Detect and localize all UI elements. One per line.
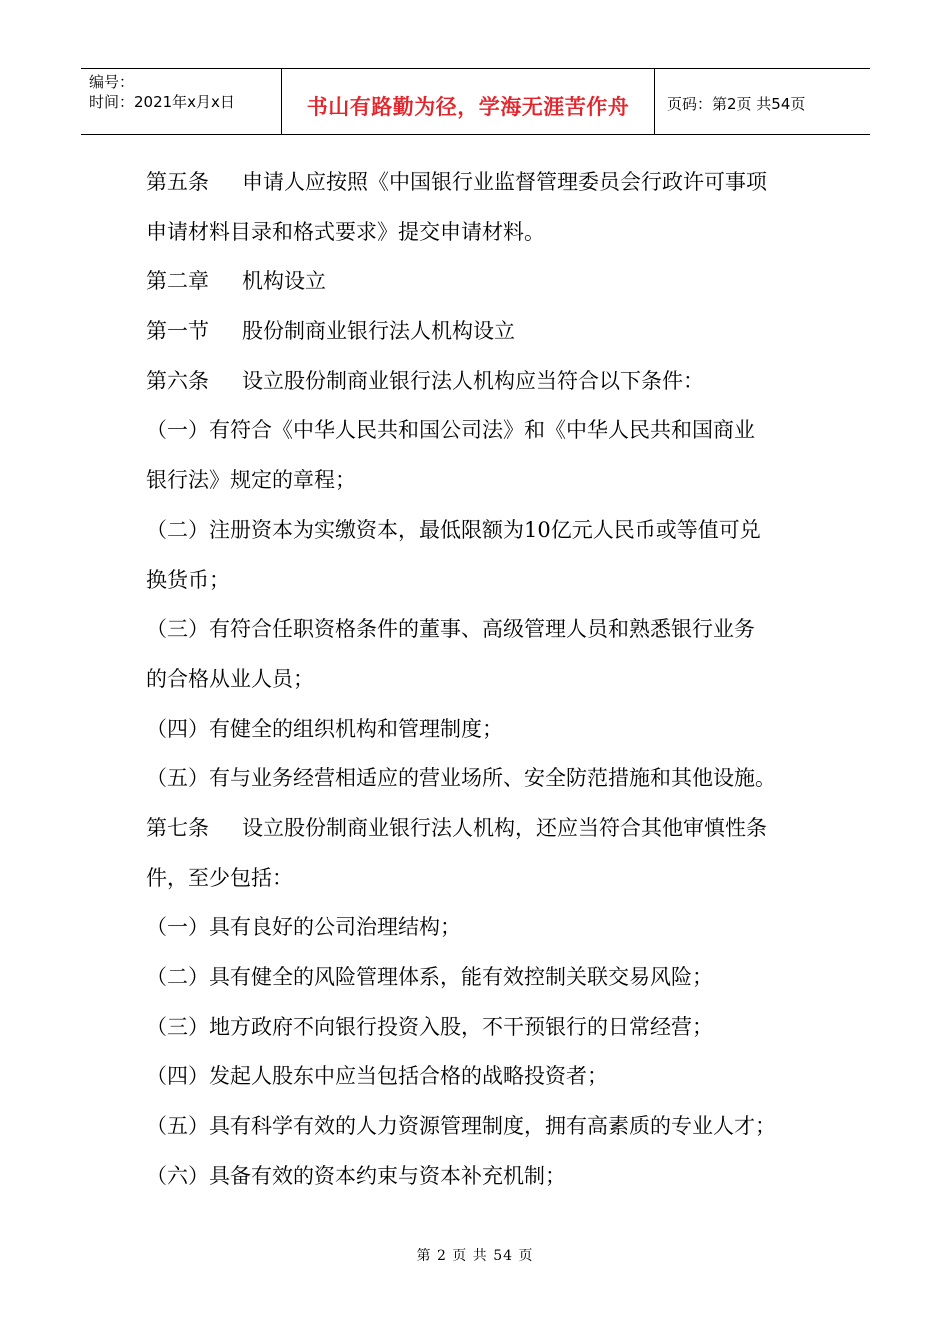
body-line: （三）有符合任职资格条件的董事、高级管理人员和熟悉银行业务	[146, 617, 755, 642]
body-line: （二）注册资本为实缴资本，最低限额为10亿元人民币或等值可兑	[146, 517, 761, 542]
body-line: （三）地方政府不向银行投资入股，不干预银行的日常经营；	[146, 1014, 713, 1039]
number-label: 编号：	[89, 73, 135, 91]
body-line: （五）具有科学有效的人力资源管理制度，拥有高素质的专业人才；	[146, 1114, 776, 1139]
body-line: （六）具备有效的资本约束与资本补充机制；	[146, 1163, 566, 1188]
body-line: 第六条 设立股份制商业银行法人机构应当符合以下条件：	[146, 368, 704, 393]
chapter-heading: 第二章 机构设立	[146, 269, 326, 294]
body-line: 第七条 设立股份制商业银行法人机构，还应当符合其他审慎性条	[146, 815, 767, 840]
body-line: 第五条 申请人应按照《中国银行业监督管理委员会行政许可事项	[146, 170, 767, 194]
body-line: （一）具有良好的公司治理结构；	[146, 915, 461, 940]
header-slogan-cell	[282, 69, 655, 134]
body-line: 申请材料目录和格式要求》提交申请材料。	[146, 219, 545, 244]
body-line: （一）有符合《中华人民共和国公司法》和《中华人民共和国商业	[146, 418, 755, 443]
body-line: 银行法》规定的章程；	[146, 468, 356, 493]
body-line: 的合格从业人员；	[146, 666, 314, 691]
footer-page-number: 第 2 页 共 54 页	[416, 1248, 534, 1264]
slogan-text: 书山有路勤为径，学海无涯苦作舟	[306, 94, 630, 119]
body-line: （二）具有健全的风险管理体系，能有效控制关联交易风险；	[146, 965, 713, 989]
date-label: 时间：2021年x月x日	[89, 93, 235, 111]
page-header	[81, 68, 870, 135]
header-meta-cell	[81, 69, 282, 134]
page-footer	[0, 1245, 950, 1265]
page-info: 页码：第2页 共54页	[667, 94, 806, 113]
document-body	[146, 158, 816, 1201]
header-page-cell	[655, 69, 870, 134]
body-line: （四）有健全的组织机构和管理制度；	[146, 716, 503, 741]
body-line: 件，至少包括：	[146, 865, 293, 890]
body-line: （五）有与业务经营相适应的营业场所、安全防范措施和其他设施。	[146, 766, 776, 791]
body-line: 换货币；	[146, 567, 230, 592]
section-heading: 第一节 股份制商业银行法人机构设立	[146, 319, 515, 344]
body-line: （四）发起人股东中应当包括合格的战略投资者；	[146, 1064, 608, 1089]
